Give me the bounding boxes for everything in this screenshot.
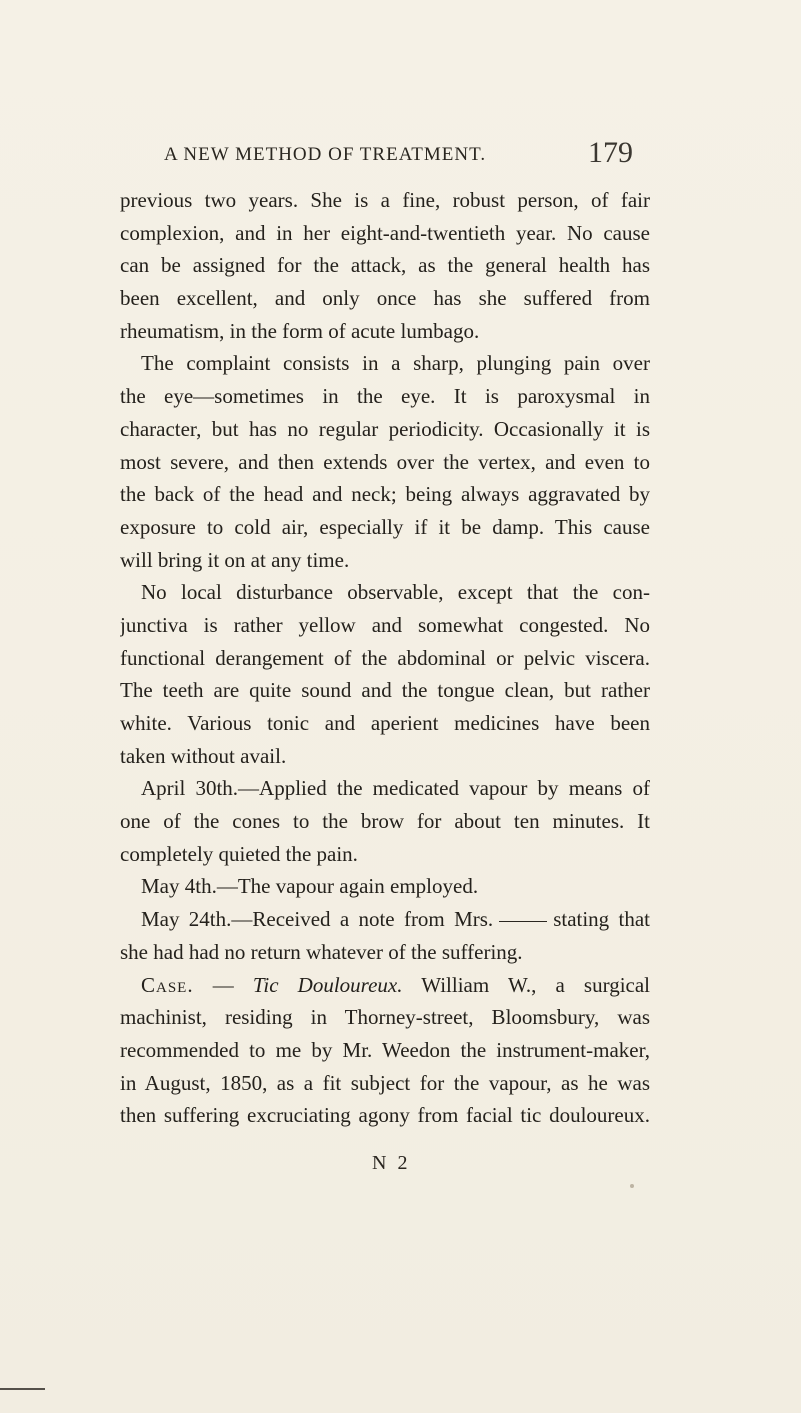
case-separator: — xyxy=(193,972,253,997)
text-line-24: she had had no return whatever of the suffering. xyxy=(120,939,523,964)
text-line-17: white. Various tonic and aperient medicines have been xyxy=(120,711,650,735)
text-line-20: one of the cones to the brow for about ten minutes. It xyxy=(120,809,650,834)
text-line-23 xyxy=(120,903,650,936)
text-line-5: rheumatism, in the form of acute lumbago. xyxy=(120,318,480,343)
text-line-3: can be assigned for the attack, as the general health has xyxy=(120,253,650,278)
text-line-4: been excellent, and only once has she suffered from xyxy=(120,286,650,311)
text-line-12: will bring it on at any time. xyxy=(120,547,350,572)
text-line-11: exposure to cold air, especially if it be damp. This cause xyxy=(120,514,650,539)
text-line-6: The complaint consists in a sharp, plunging pain over xyxy=(141,351,650,376)
body-text xyxy=(120,184,650,1132)
case-title: Tic Douloureux. xyxy=(252,972,403,997)
may24-before: May 24th.—Received a note from Mrs. xyxy=(141,907,494,932)
name-omitted-dash xyxy=(499,921,547,922)
text-line-19: April 30th.—Applied the medicated vapour by means of xyxy=(141,776,650,801)
text-line-9: most severe, and then extends over the vertex, and even to xyxy=(120,449,650,474)
text-line-13: No local disturbance observable, except that the con- xyxy=(141,580,650,605)
page-header xyxy=(138,138,658,178)
case-label: Case. xyxy=(141,972,194,997)
may24-after: stating that xyxy=(553,907,650,932)
text-line-26: machinist, residing in Thorney-street, Bloomsbury, was xyxy=(120,1005,650,1030)
text-line-7: the eye—sometimes in the eye. It is paroxysmal in xyxy=(120,384,650,409)
text-line-18: taken without avail. xyxy=(120,743,287,768)
running-head: A NEW METHOD OF TREATMENT. xyxy=(164,144,487,165)
text-line-21: completely quieted the pain. xyxy=(120,841,358,866)
text-line-25 xyxy=(120,969,650,1002)
paper-spot xyxy=(630,1184,634,1188)
signature-mark: N 2 xyxy=(372,1152,411,1174)
case-rest: William W., a surgical xyxy=(402,972,650,997)
text-line-16: The teeth are quite sound and the tongue clean, but rather xyxy=(120,678,650,703)
text-line-29: then suffering excruciating agony from facial tic douloureux. xyxy=(120,1103,650,1128)
text-line-28: in August, 1850, as a fit subject for the vapour, as he was xyxy=(120,1070,650,1095)
text-line-8: character, but has no regular periodicity. Occasionally it is xyxy=(120,416,650,441)
text-line-27: recommended to me by Mr. Weedon the instrument-maker, xyxy=(120,1037,650,1062)
text-line-15: functional derangement of the abdominal or pelvic viscera. xyxy=(120,645,650,670)
text-line-2: complexion, and in her eight-and-twentieth year. No cause xyxy=(120,220,650,245)
text-line-14: junctiva is rather yellow and somewhat congested. No xyxy=(120,612,650,637)
page-number: 179 xyxy=(588,136,633,169)
text-line-22: May 4th.—The vapour again employed. xyxy=(141,874,479,899)
text-line-1: previous two years. She is a fine, robust person, of fair xyxy=(120,188,650,212)
text-line-10: the back of the head and neck; being always aggravated by xyxy=(120,482,650,507)
bottom-edge-mark xyxy=(0,1388,45,1390)
